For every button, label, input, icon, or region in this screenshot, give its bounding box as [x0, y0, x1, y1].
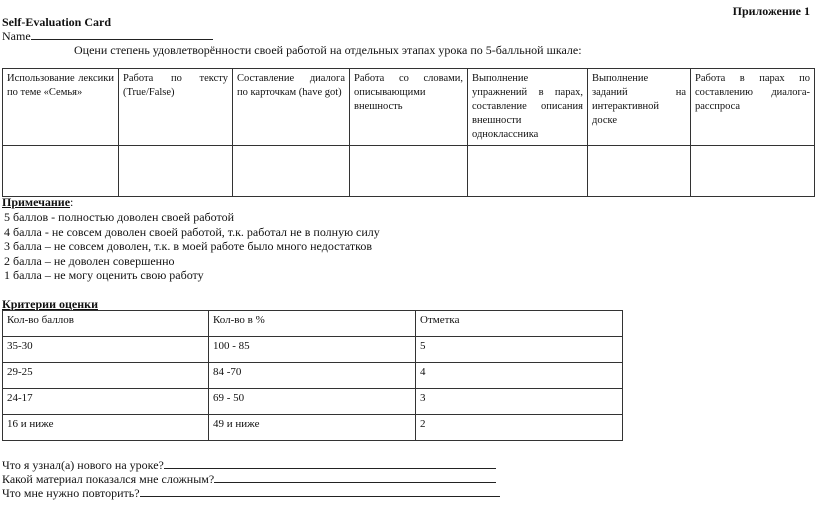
instruction-text: Оцени степень удовлетворённости своей работой на отдельных этапах урока по 5-балльной шкале: — [74, 43, 582, 57]
table-row — [3, 389, 623, 415]
note-item: 2 балла – не доволен совершенно — [4, 253, 175, 268]
table-cell: 5 — [416, 337, 623, 363]
table-cell: 29-25 — [3, 363, 209, 389]
table-row — [3, 415, 623, 441]
criteria-header-row — [3, 311, 623, 337]
note-item: 5 баллов - полностью доволен своей работой — [4, 210, 235, 224]
stage-cell: Выполнение заданий на интерактивной доске — [588, 69, 691, 146]
stage-cell: Работа со словами, описывающими внешность — [350, 69, 468, 146]
score-cell[interactable] — [691, 146, 815, 197]
table-cell: 69 - 50 — [209, 389, 416, 415]
score-cell[interactable] — [350, 146, 468, 197]
question-new-learned — [2, 458, 496, 473]
table-row — [3, 363, 623, 389]
table-cell: 24-17 — [3, 389, 209, 415]
note-item: 4 балла - не совсем доволен своей работой, т.к. работал не в полную силу — [4, 224, 380, 239]
self-evaluation-table — [2, 68, 815, 197]
appendix-label: Приложение 1 — [732, 4, 810, 18]
stage-cell: Выполнение упражнений в парах, составление описания внешности одноклассника — [468, 69, 588, 146]
question-label: Какой материал показался мне сложным? — [2, 472, 215, 486]
score-row — [3, 146, 815, 197]
card-title: Self-Evaluation Card — [2, 15, 112, 29]
table-cell: 4 — [416, 363, 623, 389]
criteria-table — [2, 310, 623, 441]
note-item: 1 балла – не могу оценить свою работу — [4, 268, 204, 283]
note-item: 3 балла – не совсем доволен, т.к. в моей работе было много недостатков — [4, 239, 372, 254]
question-repeat — [2, 486, 500, 501]
score-cell[interactable] — [468, 146, 588, 197]
table-cell: 100 - 85 — [209, 337, 416, 363]
answer-blank[interactable] — [164, 458, 496, 469]
stage-cell: Работа по тексту (True/False) — [119, 69, 233, 146]
note-list — [4, 210, 380, 283]
stages-header-row — [3, 69, 815, 146]
column-header: Кол-во баллов — [3, 311, 209, 337]
score-cell[interactable] — [119, 146, 233, 197]
table-cell: 35-30 — [3, 337, 209, 363]
name-blank[interactable] — [31, 29, 213, 40]
stage-cell: Составление диалога по карточкам (have got) — [233, 69, 350, 146]
score-cell[interactable] — [3, 146, 119, 197]
table-cell: 2 — [416, 415, 623, 441]
answer-blank[interactable] — [140, 486, 500, 497]
criteria-heading: Критерии оценки — [2, 297, 98, 311]
name-label: Name — [2, 29, 31, 43]
table-cell: 3 — [416, 389, 623, 415]
table-row — [3, 337, 623, 363]
score-cell[interactable] — [588, 146, 691, 197]
column-header: Отметка — [416, 311, 623, 337]
question-label: Что мне нужно повторить? — [2, 486, 140, 500]
answer-blank[interactable] — [214, 472, 496, 483]
score-cell[interactable] — [233, 146, 350, 197]
table-cell: 84 -70 — [209, 363, 416, 389]
stage-cell: Использование лексики по теме «Семья» — [3, 69, 119, 146]
table-cell: 49 и ниже — [209, 415, 416, 441]
column-header: Кол-во в % — [209, 311, 416, 337]
name-line — [2, 29, 213, 44]
stage-cell: Работа в парах по составлению диалога-расспроса — [691, 69, 815, 146]
table-cell: 16 и ниже — [3, 415, 209, 441]
question-label: Что я узнал(а) нового на уроке? — [2, 458, 164, 472]
question-difficult — [2, 472, 496, 487]
note-heading: Примечание: — [2, 195, 74, 209]
